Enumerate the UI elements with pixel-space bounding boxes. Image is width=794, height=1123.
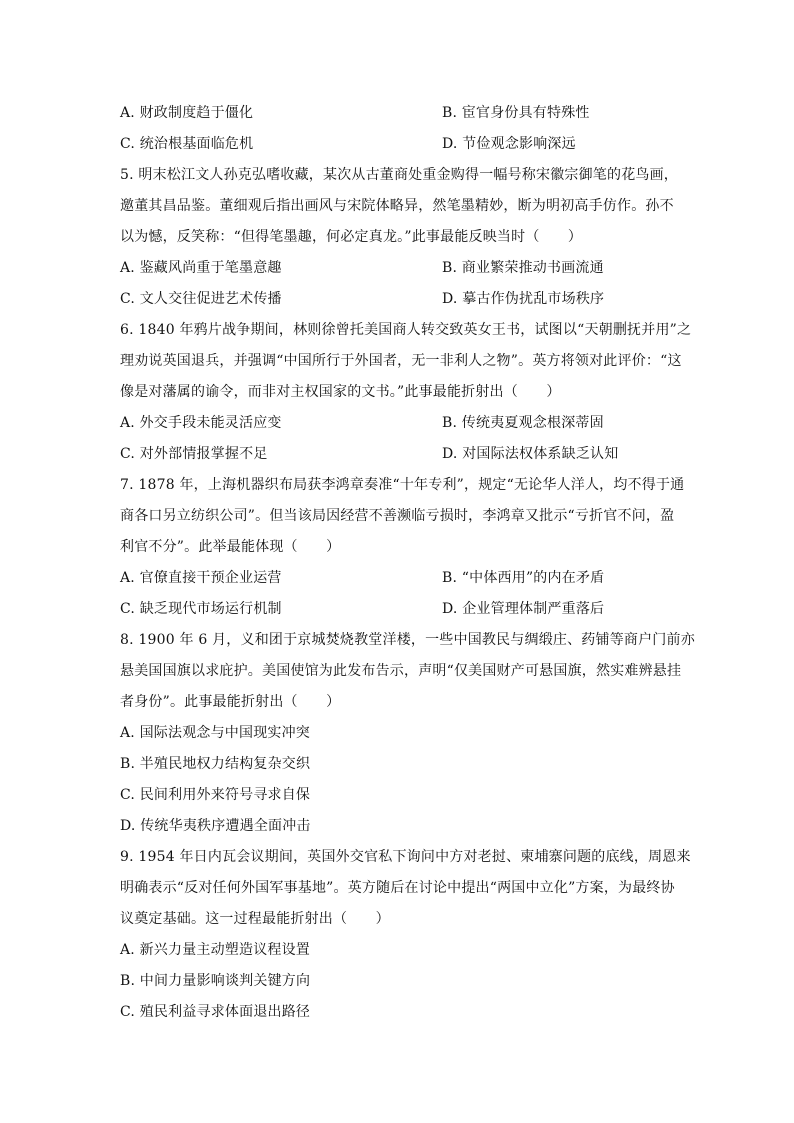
q5-stem-line: 5. 明末松江文人孙克弘嗜收藏，某次从古董商处重金购得一幅号称宋徽宗御笔的花鸟画， — [120, 167, 679, 183]
q6-option-a: A. 外交手段未能灵活应变 — [120, 415, 282, 431]
q6-stem-line: 像是对藩属的谕令，而非对主权国家的文书。”此事最能折射出（ ） — [120, 384, 561, 400]
q9-option-b: B. 中间力量影响谈判关键方向 — [120, 973, 311, 989]
q6-stem-line: 理劝说英国退兵，并强调“中国所行于外国者，无一非利人之物”。英方将领对此评价：“这 — [120, 353, 682, 369]
q8-option-c: C. 民间利用外来符号寻求自保 — [120, 787, 311, 803]
q7-option-d: D. 企业管理体制严重落后 — [442, 601, 605, 617]
q8-option-a: A. 国际法观念与中国现实冲突 — [120, 725, 311, 741]
q5-option-d: D. 摹古作伪扰乱市场秩序 — [442, 291, 605, 307]
q9-stem-line: 议奠定基础。这一过程最能折射出（ ） — [120, 911, 390, 927]
q5-stem-line: 邀董其昌品鉴。董细观后指出画风与宋院体略异，然笔墨精妙，断为明初高手仿作。孙不 — [120, 198, 674, 214]
q4-option-b: B. 宦官身份具有特殊性 — [442, 105, 590, 121]
q8-option-b: B. 半殖民地权力结构复杂交织 — [120, 756, 311, 772]
q7-stem-line: 利官不分”。此举最能体现（ ） — [120, 539, 341, 555]
q5-option-c: C. 文人交往促进艺术传播 — [120, 291, 282, 307]
q8-stem-line: 悬美国国旗以求庇护。美国使馆为此发布告示，声明“仅美国财产可悬国旗，然实难辨悬挂 — [120, 663, 682, 679]
q6-option-d: D. 对国际法权体系缺乏认知 — [442, 446, 619, 462]
q8-stem-line: 者身份”。此事最能折射出（ ） — [120, 694, 341, 710]
q5-stem-line: 以为憾，反笑称：“但得笔墨趣，何必定真龙。”此事最能反映当时（ ） — [120, 229, 583, 245]
q4-option-c: C. 统治根基面临危机 — [120, 136, 254, 152]
q8-stem-line: 8. 1900 年 6 月，义和团于京城焚烧教堂洋楼，一些中国教民与绸缎庄、药铺等商户门前亦 — [120, 632, 695, 648]
q9-option-a: A. 新兴力量主动塑造议程设置 — [120, 942, 311, 958]
q7-stem-line: 7. 1878 年，上海机器织布局获李鸿章奏准“十年专利”，规定“无论华人洋人，均不得于通 — [120, 477, 685, 493]
q7-option-c: C. 缺乏现代市场运行机制 — [120, 601, 282, 617]
q7-option-b: B. “中体西用”的内在矛盾 — [442, 570, 605, 586]
q7-option-a: A. 官僚直接干预企业运营 — [120, 570, 282, 586]
q4-option-d: D. 节俭观念影响深远 — [442, 136, 576, 152]
q6-option-c: C. 对外部情报掌握不足 — [120, 446, 268, 462]
q5-option-b: B. 商业繁荣推动书画流通 — [442, 260, 604, 276]
q6-option-b: B. 传统夷夏观念根深蒂固 — [442, 415, 604, 431]
q7-stem-line: 商各口另立纺织公司”。但当该局因经营不善濒临亏损时，李鸿章又批示“亏折官不问，盈 — [120, 508, 675, 524]
q6-stem-line: 6. 1840 年鸦片战争期间，林则徐曾托美国商人转交致英女王书，试图以“天朝删抚并用”之 — [120, 322, 692, 338]
q9-stem-line: 明确表示“反对任何外国军事基地”。英方随后在讨论中提出“两国中立化”方案，为最终协 — [120, 880, 675, 896]
q5-option-a: A. 鉴藏风尚重于笔墨意趣 — [120, 260, 282, 276]
q9-option-c: C. 殖民利益寻求体面退出路径 — [120, 1004, 311, 1020]
q4-option-a: A. 财政制度趋于僵化 — [120, 105, 254, 121]
q9-stem-line: 9. 1954 年日内瓦会议期间，英国外交官私下询问中方对老挝、柬埔寨问题的底线，周恩来 — [120, 849, 691, 865]
q8-option-d: D. 传统华夷秩序遭遇全面冲击 — [120, 818, 311, 834]
